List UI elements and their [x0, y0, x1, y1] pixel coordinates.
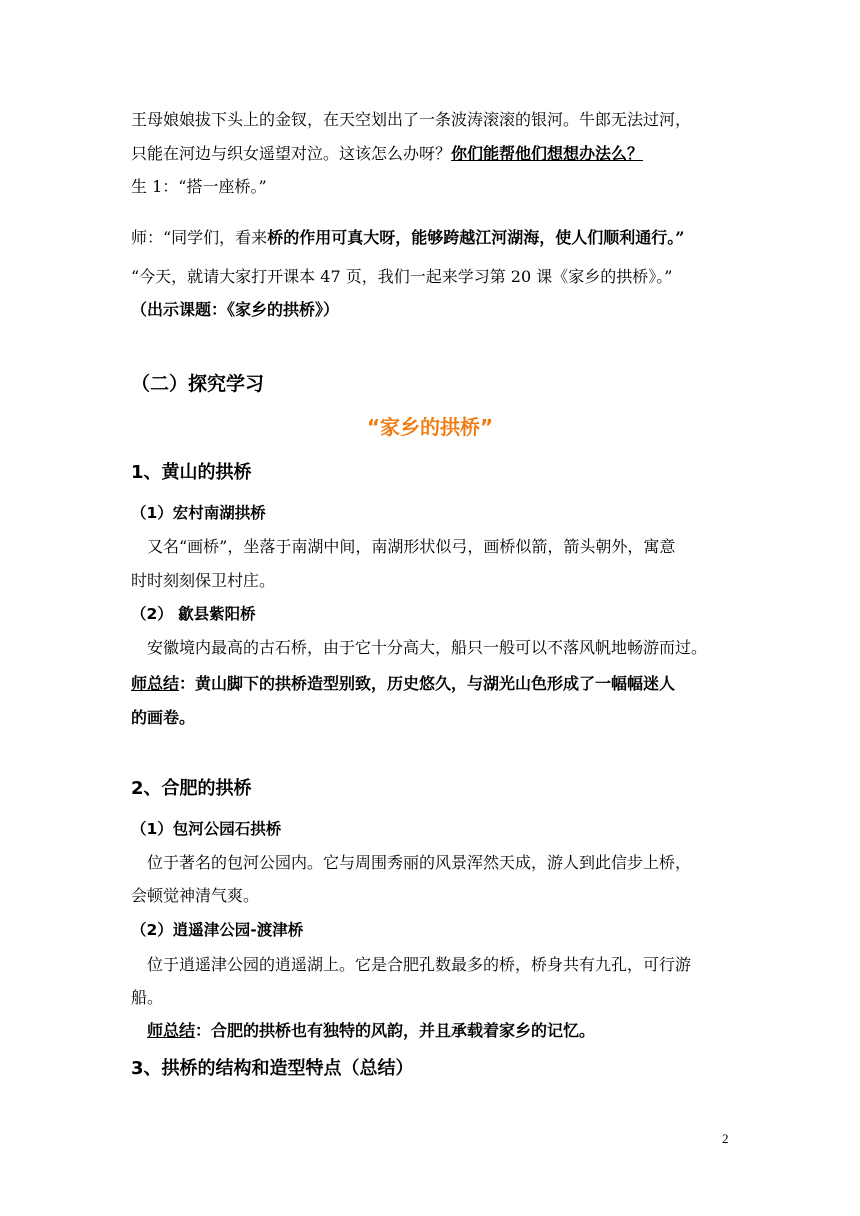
part1-summary-2: 的画卷。: [131, 708, 196, 727]
part2-sub1-text-2: 会顿觉神清气爽。: [131, 886, 260, 905]
part1-summary-text: ：黄山脚下的拱桥造型别致，历史悠久，与湖光山色形成了一幅幅迷人: [179, 674, 676, 693]
part1-sub2-heading: （2） 歙县紫阳桥: [131, 605, 256, 623]
story-line-1: 王母娘娘拔下头上的金钗，在天空划出了一条波涛滚滚的银河。牛郎无法过河，: [131, 110, 692, 129]
part1-sub1-text-2: 时时刻刻保卫村庄。: [131, 571, 276, 590]
part2-sub2-heading: （2）逍遥津公园-渡津桥: [131, 921, 304, 939]
part2-sub2-text-2: 船。: [131, 988, 164, 1007]
show-title-note: （出示课题：《家乡的拱桥》）: [131, 300, 340, 319]
part1-heading: 1、黄山的拱桥: [131, 462, 252, 483]
part1-sub1-text-1: 又名“画桥”，坐落于南湖中间，南湖形状似弓，画桥似箭，箭头朝外，寓意: [147, 537, 676, 556]
part2-sub1-text-1: 位于著名的包河公园内。它与周围秀丽的风景浑然天成，游人到此信步上桥，: [147, 853, 692, 872]
section-heading: （二）探究学习: [131, 373, 265, 395]
part2-sub1-heading: （1）包河公园石拱桥: [131, 820, 282, 838]
part3-heading: 3、拱桥的结构和造型特点（总结）: [131, 1058, 414, 1079]
story-line-2: [131, 142, 643, 166]
teacher-remark: [131, 226, 684, 250]
lesson-title: “家乡的拱桥”: [366, 415, 494, 439]
teacher-remark-prefix: 师：“同学们，看来: [131, 228, 268, 247]
part2-summary-text: ：合肥的拱桥也有独特的风韵，并且承载着家乡的记忆。: [195, 1021, 596, 1040]
student-answer: 生 1：“搭一座桥。”: [131, 177, 267, 196]
teacher-question: 你们能帮他们想想办法么？: [451, 144, 644, 163]
part1-sub1-heading: （1）宏村南湖拱桥: [131, 504, 266, 522]
part1-summary-1: [131, 672, 675, 696]
page-number: 2: [722, 1131, 729, 1146]
story-line-2-text: 只能在河边与织女遥望对泣。这该怎么办呀？: [131, 144, 452, 163]
part1-sub2-text-1: 安徽境内最高的古石桥，由于它十分高大，船只一般可以不落风帆地畅游而过。: [147, 638, 708, 657]
part2-sub2-text-1: 位于逍遥津公园的逍遥湖上。它是合肥孔数最多的桥，桥身共有九孔，可行游: [147, 955, 692, 974]
part2-heading: 2、合肥的拱桥: [131, 778, 252, 799]
teacher-remark-bold: 桥的作用可真大呀，能够跨越江河湖海，使人们顺利通行。”: [267, 228, 685, 247]
part2-summary: [147, 1019, 595, 1043]
lesson-intro: “今天，就请大家打开课本 47 页，我们一起来学习第 20 课《家乡的拱桥》。”: [131, 267, 673, 286]
part2-summary-label: 师总结: [147, 1021, 196, 1040]
part1-summary-label: 师总结: [131, 674, 180, 693]
